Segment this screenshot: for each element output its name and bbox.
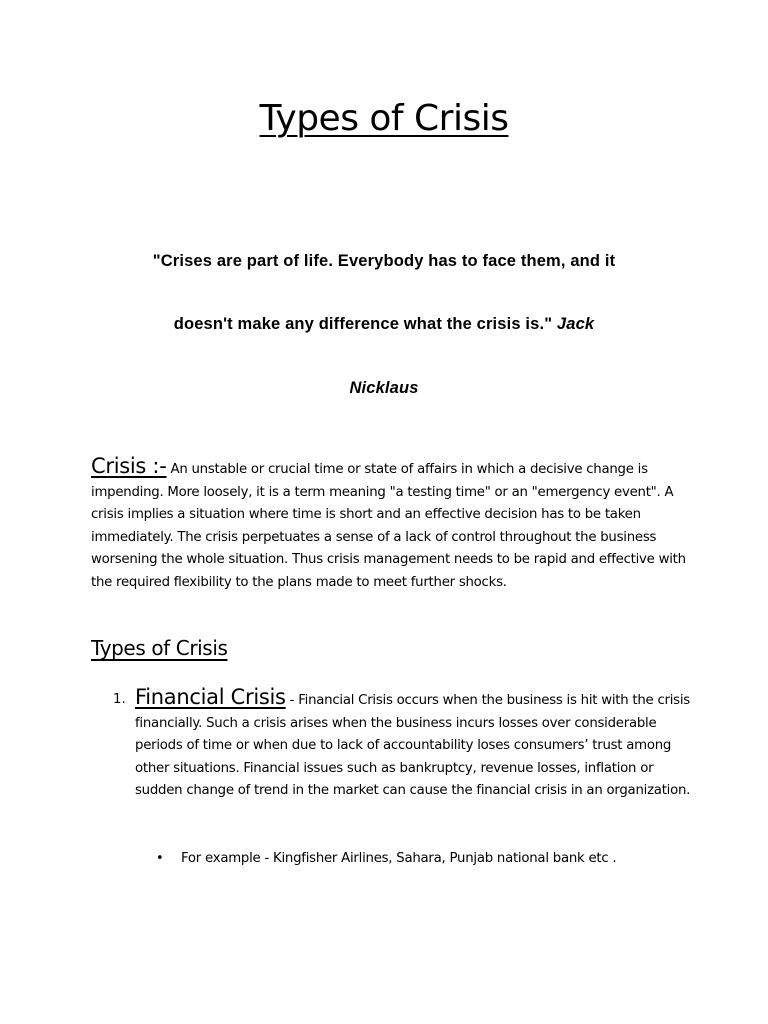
crisis-term: Crisis :- — [91, 454, 167, 478]
list-item-body — [135, 686, 691, 803]
quote-line-1 — [0, 252, 768, 271]
quote-author-last: Nicklaus — [349, 379, 419, 397]
document-title: Types of Crisis — [259, 98, 509, 139]
crisis-definition — [91, 455, 691, 595]
quote-line-3 — [0, 379, 768, 398]
list-item-term: Financial Crisis — [135, 685, 286, 709]
list-item-text: Financial Crisis occurs when the business is hit with the crisis financially. Such a crisis arises when the business incurs losses over considerable periods of time or when due to lack of accountability loses consumers’ trust among other situations. Financial issues such as bankruptcy, revenue losses, inflation or sudden change of trend in the market can cause the financial crisis in an organization. — [135, 693, 691, 799]
quote-line-2 — [0, 315, 768, 334]
quote-line-1-text: "Crises are part of life. Everybody has to face them, and it — [152, 252, 616, 270]
list-item-separator: - — [285, 693, 299, 708]
section-heading: Types of Crisis — [91, 636, 228, 660]
quote-line-2-text: doesn't make any difference what the crisis is." — [173, 315, 553, 333]
bullet-icon: • — [156, 851, 164, 866]
quote-author-first: Jack — [556, 315, 595, 333]
list-item-number: 1. — [113, 692, 126, 707]
crisis-definition-text: An unstable or crucial time or state of affairs in which a decisive change is impending. More loosely, it is a term meaning "a testing time" or an "emergency event". A crisis implies a situation where time is short and an effective decision has to be taken immediately. The crisis perpetuates a sense of a lack of control throughout the business worsening the whole situation. Thus crisis management needs to be rapid and effective with the required flexibility to the plans made to meet further shocks. — [91, 462, 686, 590]
bullet-text: For example - Kingfisher Airlines, Sahara, Punjab national bank etc . — [181, 851, 617, 866]
